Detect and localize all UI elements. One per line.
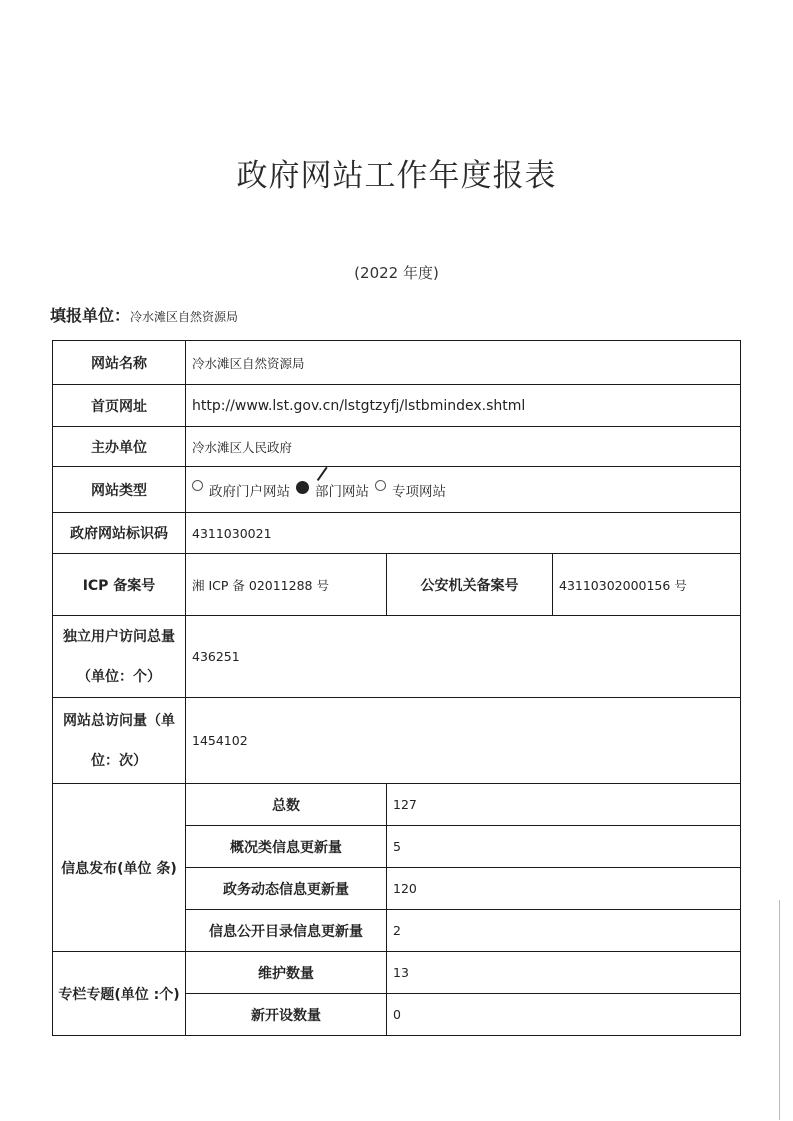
- row-column-maintained: [53, 952, 741, 994]
- site-type-label: 网站类型: [53, 467, 186, 513]
- info-item-value: 2: [387, 910, 741, 952]
- option-department-label: 部门网站: [315, 483, 369, 500]
- sponsor-value: 冷水滩区人民政府: [186, 427, 741, 467]
- site-type-options: [186, 467, 741, 513]
- total-visits-value: 1454102: [186, 698, 741, 784]
- report-table: [52, 340, 741, 1036]
- row-unique-visitors: [53, 616, 741, 698]
- filler-unit: [50, 303, 238, 326]
- info-item-label: 总数: [186, 784, 387, 826]
- unique-visitors-label: 独立用户访问总量（单位：个）: [53, 616, 186, 698]
- sponsor-label: 主办单位: [53, 427, 186, 467]
- filler-value: 冷水滩区自然资源局: [130, 310, 239, 324]
- info-item-label: 信息公开目录信息更新量: [186, 910, 387, 952]
- column-item-label: 新开设数量: [186, 994, 387, 1036]
- police-record-label: 公安机关备案号: [387, 554, 553, 616]
- homepage-value: http://www.lst.gov.cn/lstgtzyfj/lstbmindex.shtml: [186, 385, 741, 427]
- radio-special[interactable]: [375, 480, 386, 491]
- row-homepage: [53, 385, 741, 427]
- row-total-visits: [53, 698, 741, 784]
- column-item-value: 13: [387, 952, 741, 994]
- info-item-label: 政务动态信息更新量: [186, 868, 387, 910]
- info-item-label: 概况类信息更新量: [186, 826, 387, 868]
- info-item-value: 120: [387, 868, 741, 910]
- filler-label: 填报单位：: [50, 306, 131, 325]
- column-label: 专栏专题(单位 :个): [53, 952, 186, 1036]
- row-site-name: [53, 341, 741, 385]
- icp-value: 湘 ICP 备 02011288 号: [186, 554, 387, 616]
- row-info-total: [53, 784, 741, 826]
- option-special-label: 专项网站: [392, 483, 446, 500]
- column-item-label: 维护数量: [186, 952, 387, 994]
- row-site-type: [53, 467, 741, 513]
- scan-edge-line: [779, 900, 780, 1120]
- option-portal-label: 政府门户网站: [209, 483, 290, 500]
- row-gov-id: [53, 513, 741, 554]
- info-item-value: 127: [387, 784, 741, 826]
- column-item-value: 0: [387, 994, 741, 1036]
- icp-label: ICP 备案号: [53, 554, 186, 616]
- page-title: 政府网站工作年度报表: [236, 158, 557, 194]
- row-icp: [53, 554, 741, 616]
- unique-visitors-value: 436251: [186, 616, 741, 698]
- info-release-label: 信息发布(单位 条): [53, 784, 186, 952]
- total-visits-label: 网站总访问量（单位：次）: [53, 698, 186, 784]
- row-sponsor: [53, 427, 741, 467]
- homepage-label: 首页网址: [53, 385, 186, 427]
- site-name-label: 网站名称: [53, 341, 186, 385]
- radio-portal[interactable]: [192, 480, 203, 491]
- radio-department[interactable]: [296, 481, 309, 494]
- report-year: (2022 年度): [354, 264, 439, 282]
- gov-id-value: 4311030021: [186, 513, 741, 554]
- info-item-value: 5: [387, 826, 741, 868]
- police-record-value: 43110302000156 号: [553, 554, 741, 616]
- site-name-value: 冷水滩区自然资源局: [186, 341, 741, 385]
- gov-id-label: 政府网站标识码: [53, 513, 186, 554]
